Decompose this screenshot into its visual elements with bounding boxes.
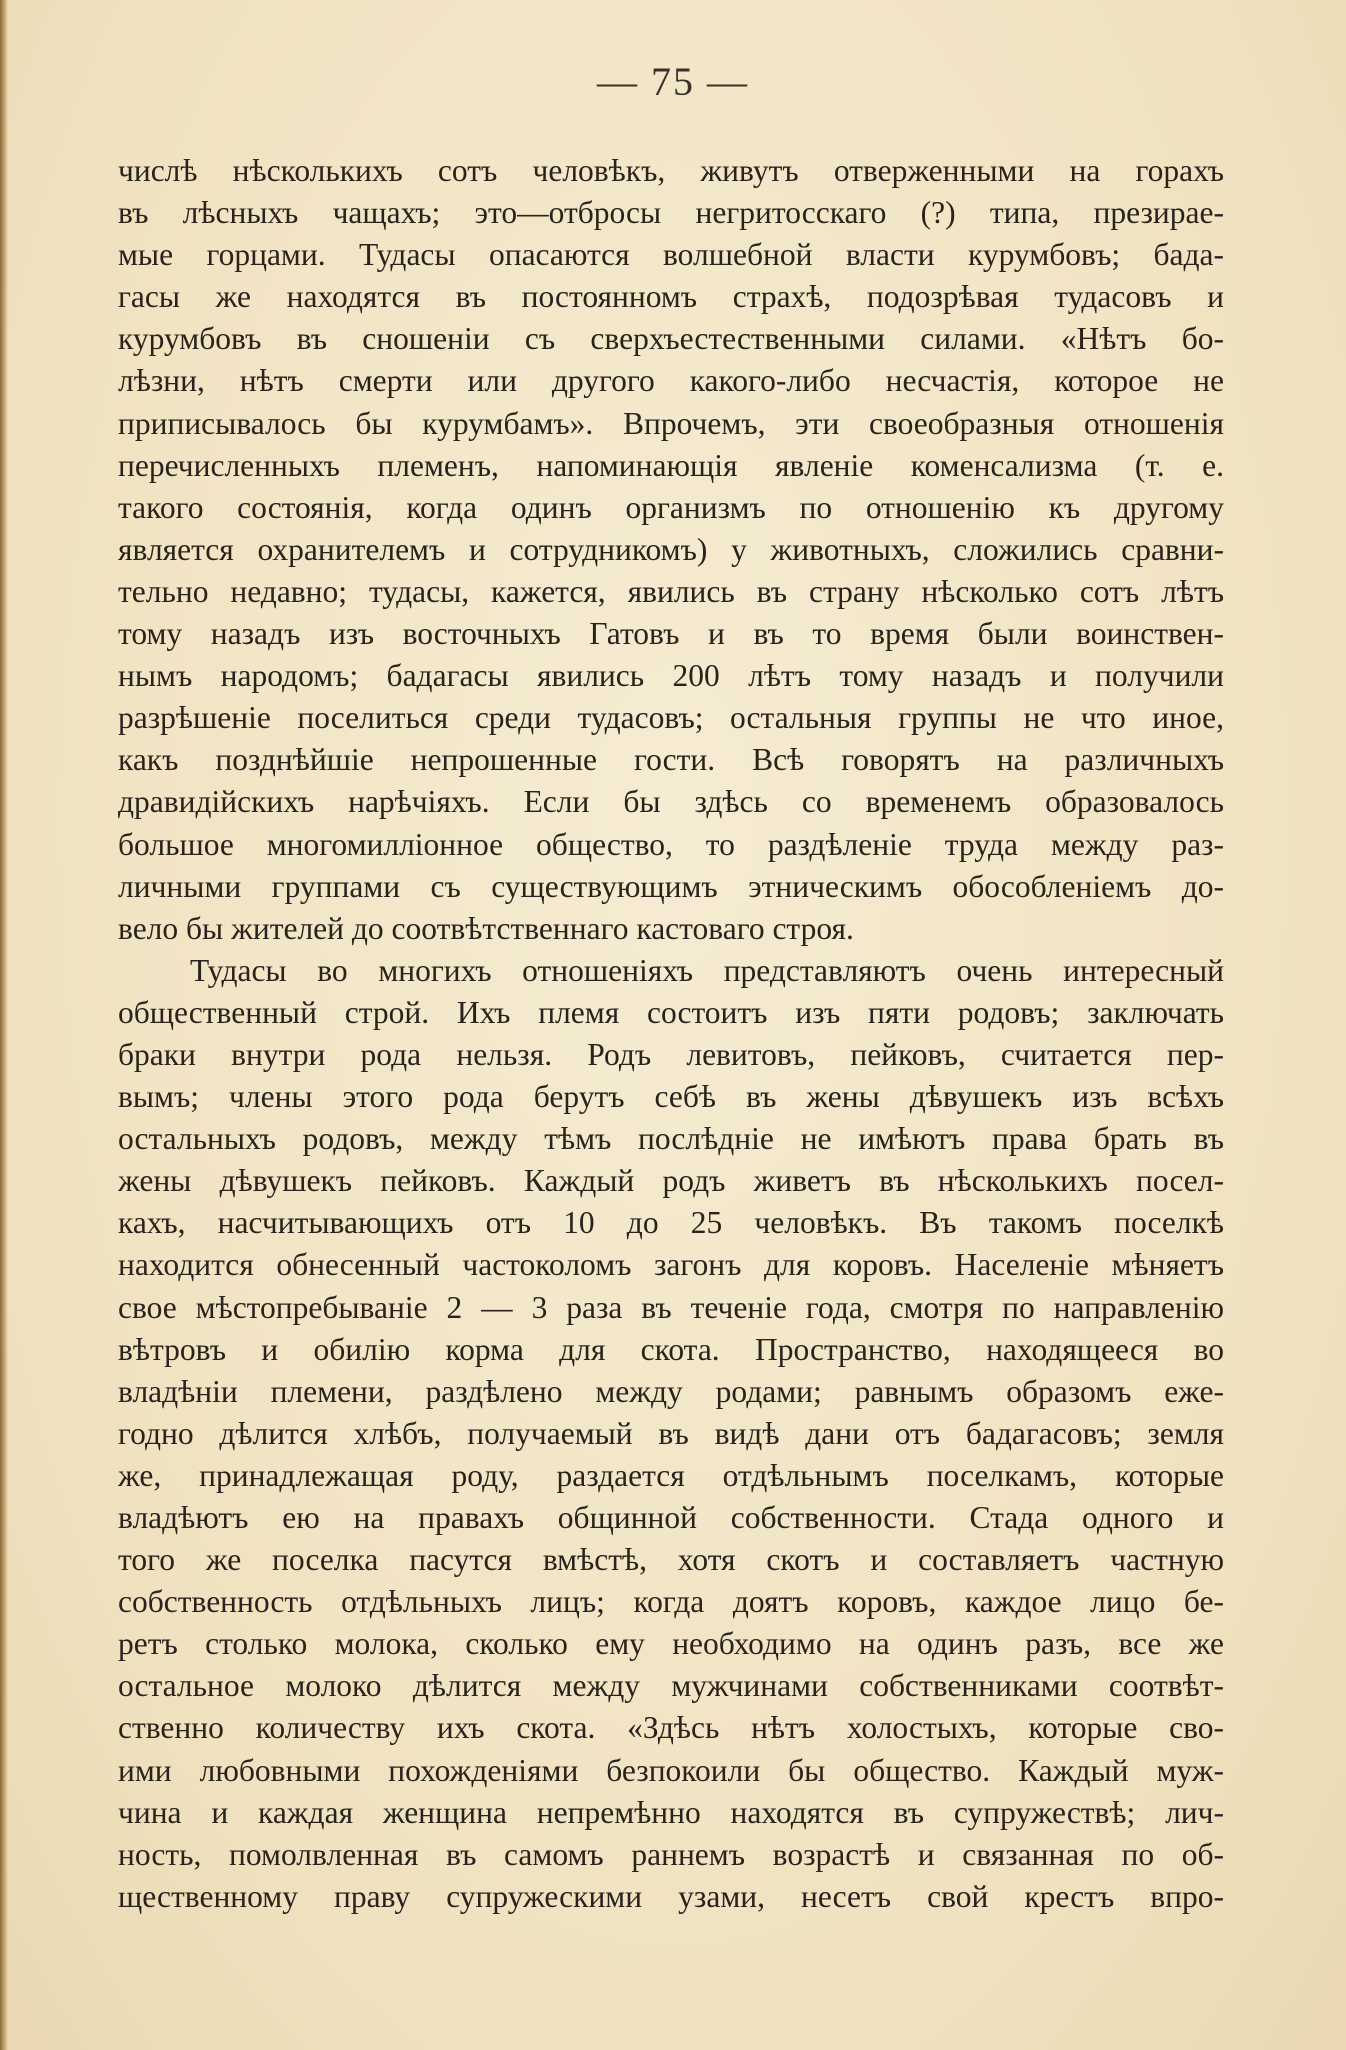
text-line: кахъ, насчитывающихъ отъ 10 до 25 человѣкъ. Въ такомъ поселкѣ [118, 1205, 1224, 1241]
text-line: тому назадъ изъ восточныхъ Гатовъ и въ то время были воинствен- [118, 616, 1224, 652]
text-line: нымъ народомъ; бадагасы явились 200 лѣтъ тому назадъ и получили [118, 658, 1224, 694]
text-line: остальныхъ родовъ, между тѣмъ послѣдніе не имѣютъ права брать въ [118, 1121, 1224, 1157]
text-line: жены дѣвушекъ пейковъ. Каждый родъ живетъ въ нѣсколькихъ посел- [118, 1163, 1224, 1199]
page-number: — 75 — [597, 59, 749, 104]
text-line: личными группами съ существующимъ этническимъ обособленіемъ до- [118, 868, 1224, 904]
text-line: свое мѣстопребываніе 2 — 3 раза въ теченіе года, смотря по направленію [118, 1289, 1224, 1325]
text-line: остальное молоко дѣлится между мужчинами собственниками соотвѣт- [118, 1668, 1224, 1704]
text-line: тельно недавно; тудасы, кажется, явились въ страну нѣсколько сотъ лѣтъ [118, 573, 1224, 609]
text-line: дравидійскихъ нарѣчіяхъ. Если бы здѣсь со временемъ образовалось [118, 784, 1224, 820]
body-text [118, 150, 1224, 1918]
text-line: является охранителемъ и сотрудникомъ) у животныхъ, сложились сравни- [118, 531, 1224, 567]
text-line: въ лѣсныхъ чащахъ; это—отбросы негритосскаго (?) типа, презирае- [118, 195, 1224, 231]
text-line: такого состоянія, когда одинъ организмъ по отношенію къ другому [118, 489, 1224, 525]
text-line-paragraph-start: Тудасы во многихъ отношеніяхъ представляютъ очень интересный [190, 952, 1224, 988]
text-line: гасы же находятся въ постоянномъ страхѣ, подозрѣвая тудасовъ и [118, 279, 1224, 315]
page-binding-edge [0, 0, 8, 2050]
text-line: находится обнесенный частоколомъ загонъ для коровъ. Населеніе мѣняетъ [118, 1247, 1224, 1283]
text-line: того же поселка пасутся вмѣстѣ, хотя скотъ и составляетъ частную [118, 1542, 1224, 1578]
text-line: ственно количеству ихъ скота. «Здѣсь нѣтъ холостыхъ, которые сво- [118, 1710, 1224, 1746]
text-line: собственность отдѣльныхъ лицъ; когда доятъ коровъ, каждое лицо бе- [118, 1584, 1224, 1620]
text-line: какъ позднѣйшіе непрошенные гости. Всѣ говорятъ на различныхъ [118, 742, 1224, 778]
text-line: мые горцами. Тудасы опасаются волшебной власти курумбовъ; бада- [118, 237, 1224, 273]
text-line: числѣ нѣсколькихъ сотъ человѣкъ, живутъ отверженными на горахъ [118, 153, 1224, 188]
text-line: ретъ столько молока, сколько ему необходимо на одинъ разъ, все же [118, 1626, 1224, 1662]
text-line: владѣютъ ею на правахъ общинной собственности. Стада одного и [118, 1500, 1224, 1535]
text-line: ность, помолвленная въ самомъ раннемъ возрастѣ и связанная по об- [118, 1836, 1224, 1872]
text-line: браки внутри рода нельзя. Родъ левитовъ, пейковъ, считается пер- [118, 1036, 1224, 1072]
text-line: щественному праву супружескими узами, несетъ свой крестъ впро- [118, 1878, 1224, 1914]
text-line: вѣтровъ и обилію корма для скота. Пространство, находящееся во [118, 1331, 1224, 1367]
text-line: лѣзни, нѣтъ смерти или другого какого-либо несчастія, которое не [118, 363, 1224, 399]
text-line: курумбовъ въ сношеніи съ сверхъестественными силами. «Нѣтъ бо- [118, 321, 1224, 357]
text-line: годно дѣлится хлѣбъ, получаемый въ видѣ дани отъ бадагасовъ; земля [118, 1415, 1224, 1451]
text-line: приписывалось бы курумбамъ». Впрочемъ, эти своеобразныя отношенія [118, 405, 1224, 441]
text-line: вымъ; члены этого рода берутъ себѣ въ жены дѣвушекъ изъ всѣхъ [118, 1079, 1224, 1115]
text-line: перечисленныхъ племенъ, напоминающія явленіе коменсализма (т. е. [118, 447, 1224, 483]
text-line: чина и каждая женщина непремѣнно находятся въ супружествѣ; лич- [118, 1794, 1224, 1830]
text-line: большое многомилліонное общество, то раздѣленіе труда между раз- [118, 826, 1224, 862]
text-line: ими любовными похожденіями безпокоили бы общество. Каждый муж- [118, 1752, 1224, 1788]
text-line: владѣніи племени, раздѣлено между родами; равнымъ образомъ еже- [118, 1373, 1224, 1409]
text-line-paragraph-end: вело бы жителей до соотвѣтственнаго кастоваго строя. [118, 910, 854, 946]
text-line: разрѣшеніе поселиться среди тудасовъ; остальныя группы не что иное, [118, 700, 1224, 736]
text-line: же, принадлежащая роду, раздается отдѣльнымъ поселкамъ, которые [118, 1457, 1224, 1493]
text-line: общественный строй. Ихъ племя состоитъ изъ пяти родовъ; заключать [118, 994, 1224, 1030]
